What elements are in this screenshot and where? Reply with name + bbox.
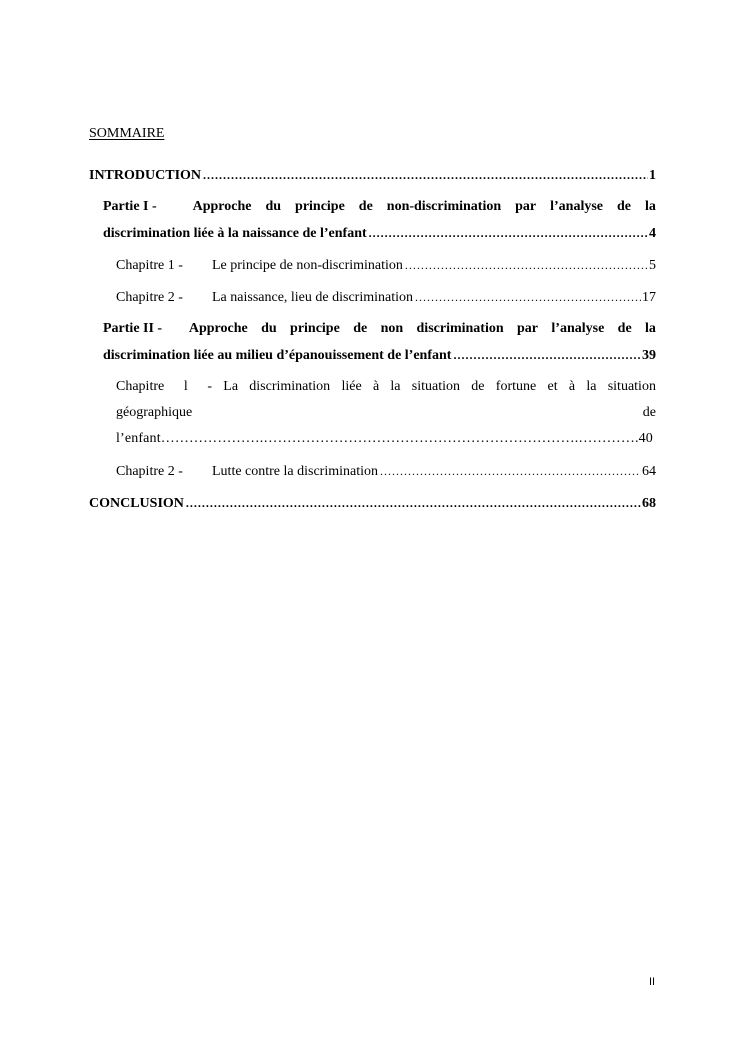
word: par	[517, 321, 539, 336]
word: non	[380, 321, 404, 336]
dot-leader	[405, 256, 648, 274]
word: du	[265, 199, 282, 214]
toc-entry-partie2-line1[interactable]	[103, 320, 656, 338]
dot-leader	[415, 288, 641, 306]
toc-page-number: 4	[649, 226, 656, 241]
dot-leader	[369, 224, 648, 242]
toc-entry-title-part: de	[642, 405, 656, 420]
toc-entry-title: Lutte contre la discrimination	[212, 464, 379, 479]
dot-leader	[453, 346, 641, 364]
word: l’analyse	[551, 321, 605, 336]
word: par	[515, 199, 537, 214]
word: de	[471, 379, 485, 394]
word: de	[616, 199, 631, 214]
toc-page-number: 68	[642, 496, 656, 511]
toc-entry-title: discrimination liée au milieu d’épanouissement de l’enfant	[103, 348, 452, 363]
word: La	[223, 379, 239, 394]
toc-page-number: 1	[649, 168, 656, 183]
toc-entry-partie1-line1[interactable]	[103, 198, 656, 216]
toc-entry-p2-chapitre1-line1[interactable]	[116, 378, 656, 396]
word: la	[390, 379, 401, 394]
toc-entry-p1-chapitre2[interactable]	[116, 288, 656, 307]
word: discrimination	[416, 321, 504, 336]
word: situation	[411, 379, 461, 394]
word: de	[617, 321, 632, 336]
partie-prefix: Partie I -	[103, 199, 157, 214]
toc-heading: SOMMAIRE	[89, 126, 165, 141]
toc-entry-title-part: l’enfant………………….………………………………………………………….………….40	[116, 431, 653, 446]
toc-entry-title: La naissance, lieu de discrimination	[212, 290, 413, 305]
word: discrimination	[249, 379, 331, 394]
word: Approche	[188, 321, 248, 336]
chapter-label: Chapitre 2 -	[116, 464, 183, 479]
chapter-label: Chapitre 1 -	[116, 258, 183, 273]
chapter-label: Chapitre 2 -	[116, 290, 183, 305]
toc-entry-title: Le principe de non-discrimination	[212, 258, 403, 273]
word: à	[568, 379, 576, 394]
chapter-label: Chapitre l -	[116, 379, 212, 394]
word: la	[586, 379, 597, 394]
word: et	[547, 379, 558, 394]
word: du	[261, 321, 277, 336]
toc-entry-p2-chapitre1-line3[interactable]	[116, 430, 656, 448]
word: principe	[295, 199, 345, 214]
word: de	[358, 199, 373, 214]
page-number: II	[649, 976, 656, 988]
word: principe	[290, 321, 340, 336]
partie-prefix: Partie II -	[103, 321, 163, 336]
word: Approche	[192, 199, 252, 214]
toc-entry-p2-chapitre2[interactable]	[116, 462, 656, 481]
toc-entry-title: discrimination liée à la naissance de l’enfant	[103, 226, 367, 241]
toc-entry-label: INTRODUCTION	[89, 168, 202, 183]
word: fortune	[495, 379, 537, 394]
toc-entry-p1-chapitre1[interactable]	[116, 256, 656, 275]
toc-entry-introduction[interactable]	[89, 166, 656, 185]
toc-entry-p2-chapitre1-line2[interactable]	[116, 404, 656, 422]
word: non-discrimination	[386, 199, 502, 214]
toc-entry-partie2-line2[interactable]	[103, 346, 656, 365]
toc-page-number: 64	[642, 464, 656, 479]
word: de	[353, 321, 368, 336]
dot-leader	[203, 166, 648, 184]
toc-entry-conclusion[interactable]	[89, 494, 656, 513]
toc-entry-partie1-line2[interactable]	[103, 224, 656, 243]
word: l’analyse	[550, 199, 603, 214]
toc-page-number: 39	[642, 348, 656, 363]
word: situation	[607, 379, 656, 394]
dot-leader	[186, 494, 641, 512]
word: liée	[341, 379, 362, 394]
word: la	[645, 321, 656, 336]
toc-page-number: 5	[649, 258, 656, 273]
toc-page-number: 17	[642, 290, 656, 305]
word: à	[372, 379, 380, 394]
word: la	[644, 199, 656, 214]
toc-entry-label: CONCLUSION	[89, 496, 184, 511]
dot-leader	[380, 462, 641, 480]
toc-entry-title-part: géographique	[116, 405, 193, 420]
